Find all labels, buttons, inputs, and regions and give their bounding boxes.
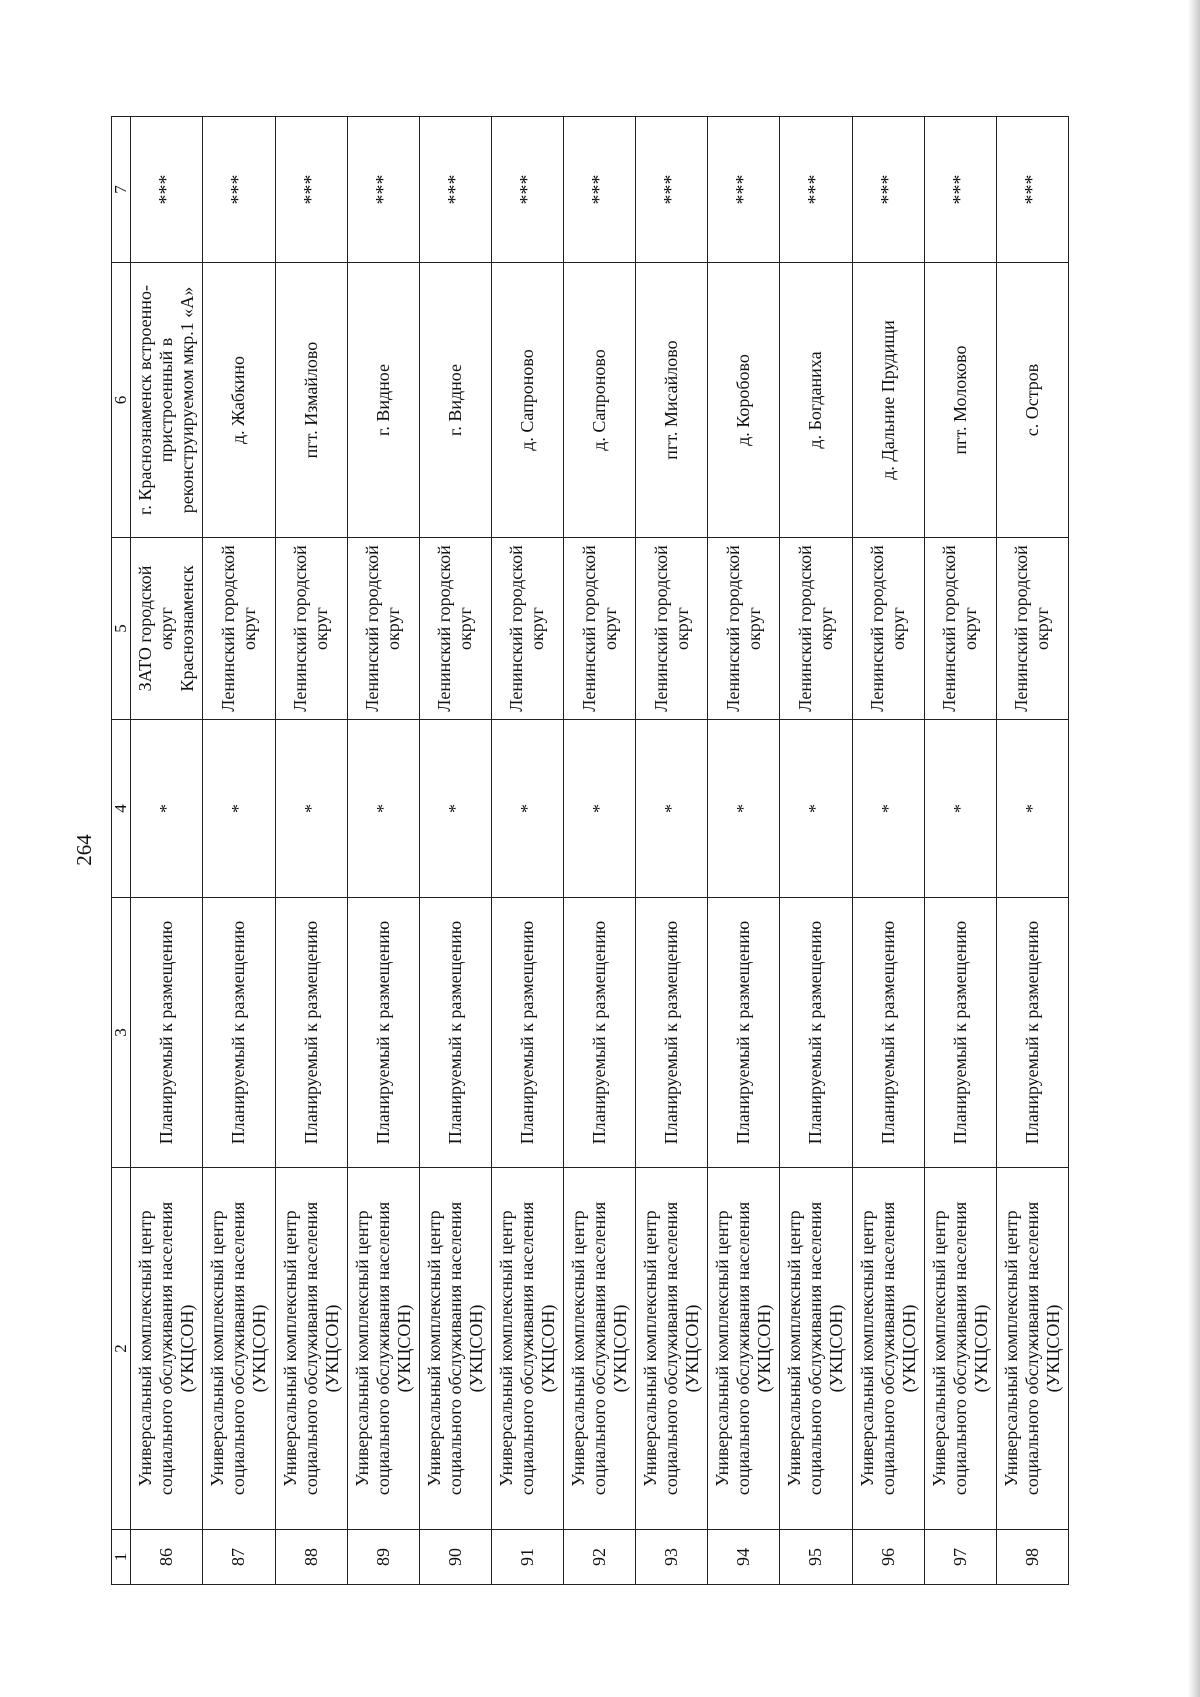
facility-name-cell: Универсальный комплексный центр социального обслуживания населения (УКЦСОН) [852,1168,924,1530]
location-cell: пгт. Молоково [924,263,996,538]
mark-cell: * [780,720,852,898]
note-cell: *** [564,117,636,263]
location-cell: д. Дальние Прудищи [852,263,924,538]
district-cell: ЗАТО городской округ Краснознаменск [131,538,203,720]
location-cell: д. Сапроново [564,263,636,538]
table-row [491,117,563,1585]
status-cell: Планируемый к размещению [996,898,1068,1168]
table-row [347,117,419,1585]
location-cell: г. Краснознаменск встроенно-пристроенный в реконструируемом мкр.1 «А» [131,263,203,538]
row-number-cell: 94 [708,1530,780,1585]
facility-name-cell: Универсальный комплексный центр социального обслуживания населения (УКЦСОН) [996,1168,1068,1530]
note-cell: *** [491,117,563,263]
district-cell: Ленинский городской округ [708,538,780,720]
district-cell: Ленинский городской округ [419,538,491,720]
header-cell-3: 3 [112,898,131,1168]
location-cell: с. Остров [996,263,1068,538]
mark-cell: * [275,720,347,898]
row-number-cell: 86 [131,1530,203,1585]
mark-cell: * [996,720,1068,898]
note-cell: *** [924,117,996,263]
row-number-cell: 98 [996,1530,1068,1585]
row-number-cell: 92 [564,1530,636,1585]
mark-cell: * [636,720,708,898]
location-cell: д. Жабкино [203,263,275,538]
district-cell: Ленинский городской округ [996,538,1068,720]
note-cell: *** [419,117,491,263]
row-number-cell: 88 [275,1530,347,1585]
status-cell: Планируемый к размещению [347,898,419,1168]
row-number-cell: 87 [203,1530,275,1585]
table-row [419,117,491,1585]
row-number-cell: 93 [636,1530,708,1585]
district-cell: Ленинский городской округ [491,538,563,720]
facility-name-cell: Универсальный комплексный центр социального обслуживания населения (УКЦСОН) [708,1168,780,1530]
scan-edge [1188,0,1200,1697]
note-cell: *** [996,117,1068,263]
location-cell: г. Видное [419,263,491,538]
row-number-cell: 95 [780,1530,852,1585]
mark-cell: * [419,720,491,898]
district-cell: Ленинский городской округ [852,538,924,720]
mark-cell: * [924,720,996,898]
table-row [996,117,1068,1585]
location-cell: пгт. Измайлово [275,263,347,538]
header-cell-6: 6 [112,263,131,538]
facility-name-cell: Универсальный комплексный центр социального обслуживания населения (УКЦСОН) [564,1168,636,1530]
note-cell: *** [708,117,780,263]
facility-name-cell: Универсальный комплексный центр социального обслуживания населения (УКЦСОН) [491,1168,563,1530]
page-number: 264 [72,834,96,866]
status-cell: Планируемый к размещению [708,898,780,1168]
header-cell-7: 7 [112,117,131,263]
status-cell: Планируемый к размещению [275,898,347,1168]
mark-cell: * [203,720,275,898]
mark-cell: * [347,720,419,898]
rotated-table-container [111,117,1069,1585]
table-row [636,117,708,1585]
district-cell: Ленинский городской округ [347,538,419,720]
district-cell: Ленинский городской округ [564,538,636,720]
row-number-cell: 89 [347,1530,419,1585]
table-row [780,117,852,1585]
row-number-cell: 97 [924,1530,996,1585]
status-cell: Планируемый к размещению [636,898,708,1168]
district-cell: Ленинский городской округ [780,538,852,720]
facility-name-cell: Универсальный комплексный центр социального обслуживания населения (УКЦСОН) [347,1168,419,1530]
district-cell: Ленинский городской округ [924,538,996,720]
status-cell: Планируемый к размещению [852,898,924,1168]
facility-name-cell: Универсальный комплексный центр социального обслуживания населения (УКЦСОН) [924,1168,996,1530]
document-sheet [111,117,1069,1585]
status-cell: Планируемый к размещению [491,898,563,1168]
facilities-table [111,116,1069,1585]
status-cell: Планируемый к размещению [203,898,275,1168]
header-cell-5: 5 [112,538,131,720]
status-cell: Планируемый к размещению [924,898,996,1168]
facility-name-cell: Универсальный комплексный центр социального обслуживания населения (УКЦСОН) [131,1168,203,1530]
facility-name-cell: Универсальный комплексный центр социального обслуживания населения (УКЦСОН) [636,1168,708,1530]
note-cell: *** [203,117,275,263]
mark-cell: * [564,720,636,898]
note-cell: *** [852,117,924,263]
header-cell-4: 4 [112,720,131,898]
note-cell: *** [636,117,708,263]
table-row [275,117,347,1585]
table-row [203,117,275,1585]
header-row [112,117,131,1585]
district-cell: Ленинский городской округ [275,538,347,720]
table-row [708,117,780,1585]
header-cell-1: 1 [112,1530,131,1585]
location-cell: пгт. Мисайлово [636,263,708,538]
facility-name-cell: Универсальный комплексный центр социального обслуживания населения (УКЦСОН) [203,1168,275,1530]
note-cell: *** [275,117,347,263]
location-cell: д. Сапроново [491,263,563,538]
mark-cell: * [852,720,924,898]
mark-cell: * [131,720,203,898]
district-cell: Ленинский городской округ [203,538,275,720]
note-cell: *** [131,117,203,263]
status-cell: Планируемый к размещению [419,898,491,1168]
facility-name-cell: Универсальный комплексный центр социального обслуживания населения (УКЦСОН) [780,1168,852,1530]
location-cell: г. Видное [347,263,419,538]
facility-name-cell: Универсальный комплексный центр социального обслуживания населения (УКЦСОН) [275,1168,347,1530]
location-cell: д. Коробово [708,263,780,538]
status-cell: Планируемый к размещению [564,898,636,1168]
facility-name-cell: Универсальный комплексный центр социального обслуживания населения (УКЦСОН) [419,1168,491,1530]
row-number-cell: 90 [419,1530,491,1585]
status-cell: Планируемый к размещению [131,898,203,1168]
mark-cell: * [491,720,563,898]
mark-cell: * [708,720,780,898]
table-row [924,117,996,1585]
status-cell: Планируемый к размещению [780,898,852,1168]
note-cell: *** [780,117,852,263]
table-row [564,117,636,1585]
location-cell: д. Богданиха [780,263,852,538]
header-cell-2: 2 [112,1168,131,1530]
table-row [852,117,924,1585]
row-number-cell: 91 [491,1530,563,1585]
table-row [131,117,203,1585]
district-cell: Ленинский городской округ [636,538,708,720]
row-number-cell: 96 [852,1530,924,1585]
note-cell: *** [347,117,419,263]
